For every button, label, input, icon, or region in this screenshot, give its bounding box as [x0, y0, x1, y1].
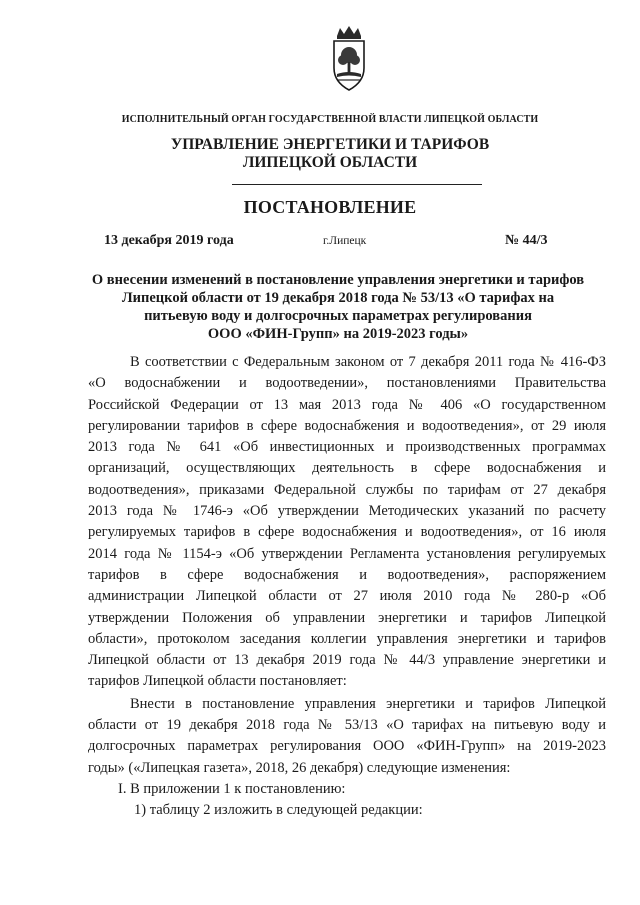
document-subject	[60, 271, 616, 343]
preamble-line: тарифов в сфере водоснабжения и водоотведения», распоряжением	[88, 566, 606, 583]
document-number: № 44/3	[505, 233, 548, 248]
preamble-line: регулируемых тарифов в сфере водоснабжения и водоотведения», от 16 июля	[88, 524, 606, 541]
preamble-line: 2014 года № 1154-э «Об утверждении Регламента установления регулируемых	[88, 545, 606, 562]
preamble-line: 2013 года № 1746-э «Об утверждении Методических указаний по расчету	[88, 503, 606, 520]
list-item: 1) таблицу 2 изложить в следующей редакции:	[134, 802, 423, 819]
amendment-line: области от 19 декабря 2018 года № 53/13 «О тарифах на питьевую воду и	[88, 717, 606, 734]
preamble-line: 2013 года № 641 «Об инвестиционных и производственных программах	[88, 439, 606, 456]
subject-line: Липецкой области от 19 декабря 2018 года № 53/13 «О тарифах на	[121, 290, 555, 306]
preamble-line: организаций, осуществляющих деятельность в сфере водоснабжения и	[88, 460, 606, 477]
department-name	[60, 136, 600, 172]
preamble-line: администрации Липецкой области от 27 июля 2010 года № 280-р «Об	[88, 588, 606, 605]
preamble-line: «О водоснабжении и водоотведении», постановлениями Правительства	[88, 375, 606, 392]
amendment-line: годы» («Липецкая газета», 2018, 26 декабря) следующие изменения:	[88, 759, 511, 776]
subject-line: ООО «ФИН-Групп» на 2019-2023 годы»	[207, 326, 469, 342]
amendment-line: долгосрочных параметрах регулирования ООО «ФИН-Групп» на 2019-2023	[88, 738, 606, 755]
coat-of-arms-icon	[328, 24, 370, 94]
document-city: г.Липецк	[323, 235, 367, 247]
preamble-line: тарифов Липецкой области постановляет:	[88, 673, 347, 690]
preamble-line: области», протоколом заседания коллегии управления энергетики и тарифов	[88, 630, 606, 647]
document-date: 13 декабря 2019 года	[104, 233, 234, 248]
subject-line: питьевую воду и долгосрочных параметрах регулирования	[144, 308, 532, 324]
subject-line: О внесении изменений в постановление управления энергетики и тарифов	[91, 272, 585, 288]
preamble-line: водоотведения», приказами Федеральной службы по тарифам от 27 декабря	[88, 481, 606, 498]
authority-name: ИСПОЛНИТЕЛЬНЫЙ ОРГАН ГОСУДАРСТВЕННОЙ ВЛАСТИ ЛИПЕЦКОЙ ОБЛАСТИ	[121, 114, 539, 125]
preamble-line: утверждении Положения об управлении энергетики и тарифов Липецкой	[88, 609, 606, 626]
document-body	[88, 352, 606, 822]
preamble-line: В соответствии с Федеральным законом от 7 декабря 2011 года № 416-ФЗ	[130, 354, 606, 370]
header-divider	[232, 184, 482, 185]
amendment-line: Внести в постановление управления энергетики и тарифов Липецкой	[130, 695, 606, 712]
department-line: ЛИПЕЦКОЙ ОБЛАСТИ	[242, 154, 418, 171]
preamble-line: Липецкой области от 13 декабря 2019 года № 44/3 управление энергетики и	[88, 652, 606, 669]
preamble-line: регулировании тарифов в сфере водоснабжения и водоотведения», от 29 июля	[88, 417, 606, 434]
preamble-line: Российской Федерации от 13 мая 2013 года № 406 «О государственном	[88, 396, 606, 413]
list-item: I. В приложении 1 к постановлению:	[118, 780, 346, 797]
department-line: УПРАВЛЕНИЕ ЭНЕРГЕТИКИ И ТАРИФОВ	[170, 136, 490, 153]
document-type: ПОСТАНОВЛЕНИЕ	[243, 197, 417, 217]
